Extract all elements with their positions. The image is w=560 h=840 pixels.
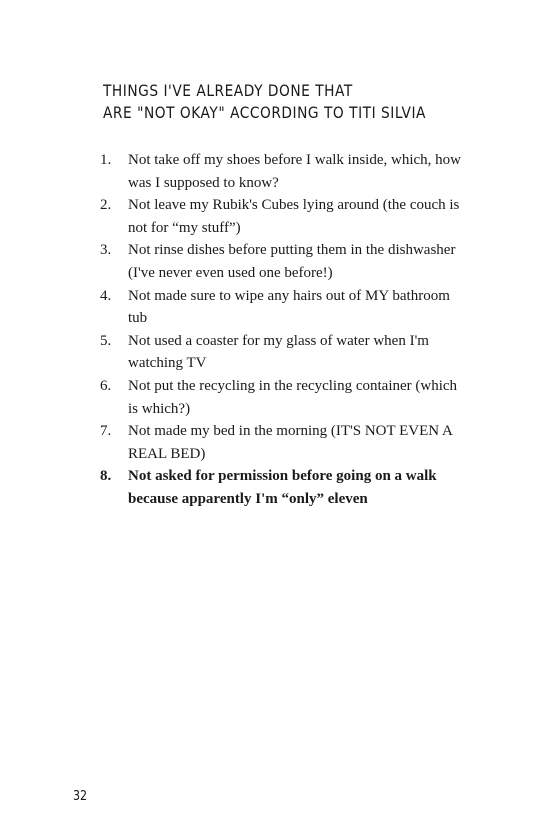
list-item (100, 330, 470, 375)
list-item (100, 375, 470, 420)
list-item-text: Not made my bed in the morning (IT'S NOT EVEN A REAL BED) (128, 423, 453, 462)
list-item-number: 1. (100, 152, 112, 168)
list-item-number: 6. (100, 377, 112, 394)
section-heading (103, 80, 430, 124)
list-item-number: 2. (100, 197, 112, 214)
list-item (100, 239, 470, 284)
numbered-list (100, 149, 470, 511)
list-item-text: Not made sure to wipe any hairs out of MY bathroom tub (128, 287, 450, 327)
list-item-number: 8. (100, 468, 112, 485)
list-item (100, 420, 470, 465)
list-item-number: 5. (100, 332, 112, 349)
list-item-text: Not put the recycling in the recycling container (which is which?) (128, 377, 458, 417)
list-item-emphasized (100, 465, 470, 510)
list-item-text: Not leave my Rubik's Cubes lying around (the couch is not for “my stuff”) (128, 197, 460, 236)
page-number: 32 (73, 789, 88, 804)
list-item (100, 149, 470, 194)
list-item (100, 194, 470, 239)
heading-line-1: THINGS I'VE ALREADY DONE THAT (103, 81, 353, 100)
list-item (100, 285, 470, 330)
list-item-text: Not take off my shoes before I walk inside, which, how was I supposed to know? (128, 152, 461, 191)
list-item-number: 4. (100, 287, 112, 304)
list-item-number: 3. (100, 242, 112, 259)
list-item-text: Not used a coaster for my glass of water when I'm watching TV (128, 332, 429, 372)
list-item-text: Not asked for permission before going on a walk because apparently I'm “only” eleven (128, 468, 437, 507)
list-item-number: 7. (100, 423, 112, 440)
list-item-text: Not rinse dishes before putting them in the dishwasher (I've never even used one before!) (128, 242, 456, 281)
heading-line-2: ARE "NOT OKAY" ACCORDING TO TITI SILVIA (103, 103, 426, 122)
